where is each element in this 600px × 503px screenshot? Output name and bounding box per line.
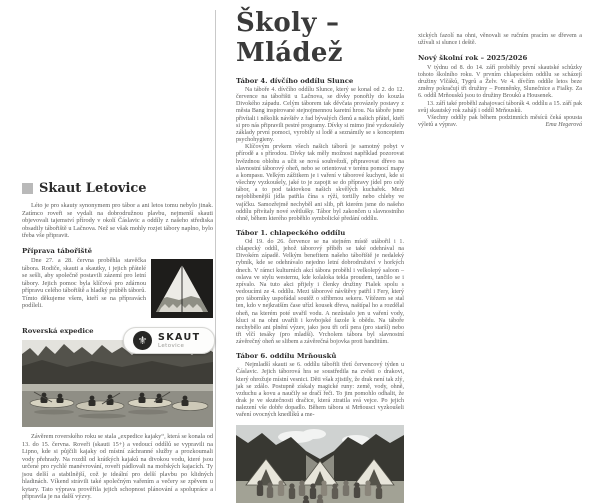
- new-year-paragraph-3: Všechny oddíly pak během podzimních měsíců čeká spousta výletů a výprav.: [418, 114, 582, 129]
- skaut-letovice-badge: [123, 327, 215, 354]
- prep-block: [22, 257, 213, 320]
- camp6-subheading: Tábor 6. oddílu Mrňousků: [236, 352, 337, 361]
- camp6-continuation-paragraph: xických fazolí na ohni, věnovali se ručním pracím se dřevem a užívali si slunce i deště.: [418, 33, 582, 47]
- left-intro-paragraph: Léto je pro skauty synonymem pro tábor a ani letos tomu nebylo jinak. Zatímco roveři se vydali na dobrodružnou plavbu, nejmenší skauti objevovali tajemství přírody v okolí Čáslavic a oddíly z našeho střediska obsadily tábořiště u Lačnova. Než se však mohly rozjet tábory naplno, bylo třeba vše připravit.: [22, 202, 213, 239]
- tent-opening-photo: [151, 259, 213, 318]
- author-signature: Ema Hegerová: [545, 122, 582, 129]
- column-divider: [215, 10, 216, 491]
- new-year-paragraph-2: 13. září také proběhl zahajovací táborák 4. oddílu a 15. září pak svůj skautský rok zahájí i oddíl Mrňousků.: [418, 100, 582, 114]
- section-square-icon: [22, 183, 33, 194]
- camp4-paragraph-1: Na táboře 4. dívčího oddílu Slunce, který se konal od 2. do 12. července na tábořišti u Lačnova, se dívky ponořily do kouzla Divokého západu. Celým táborem tak děvčata provázely postavy z města Bang inspirované stejnojmennou karetní hrou. Na táboře jsme přivítali i několik návštěv z řad bývalých členů a našich přátel, kteří si pro nás připravili pestré programy. Dívky si mimo jiné vyzkoušely základy první pomoci, vyrobily si lodě a seznámily se s konceptem psychohygieny.: [236, 87, 405, 144]
- expedition-subheading: Roverská expedice: [22, 327, 94, 335]
- new-school-year-subheading: Nový školní rok – 2025/2026: [418, 54, 528, 63]
- camp4-subheading: Tábor 4. dívčího oddílu Slunce: [236, 77, 354, 85]
- left-section-title: Skaut Letovice: [39, 181, 147, 196]
- middle-column: [236, 8, 404, 503]
- expedition-paragraph: Závěrem roverského roku se stala „expedice kajaky“, která se konala od 13. do 15. června. Roveři (skauti 15+) a vedoucí oddílů se vypravili na Lipno, kde si půjčili kajaky od místní záchranné služby a prozkoumali vody přehrady. Na rozdíl od krátkých kajaků na divokou vodu, které jsou určené pro rychlé manévrování, roveři pádlovali na mořských kajacích. Ty jsou delší a stabilnější, což je ideální pro delší plavbu po klidných hladinách. Víkend strávili také společným vařením a večery se zpěvem u kytary. Tato výprava prověřila jejich schopnost plánování a spolupráce a připravila je na další výzvy.: [22, 433, 213, 500]
- new-year-paragraph-1: V týdnu od 8. do 14. září proběhly první skautské schůzky tohoto školního roku. V prvním chlapeckém oddílu se scházejí družiny Vlčáků, Tygrů a Želv. Ve 4. dívčím oddíle letos beze změny pokračují tři družiny – Pomněnky, Slunečnice a Fialky. Za 6. oddíl Mrňousků jsou to družiny Brouků a Housenek.: [418, 64, 582, 100]
- badge-name: SKAUT: [158, 331, 201, 343]
- camp1-paragraph: Od 19. do 26. července se na stejném místě utábořil i 1. chlapecký oddíl, jehož táborový příběh se také odehrával na Divokém západě. Velkým benefitem našeho tábořiště je nedaleký rybník, kde se odehrávalo nejedno letní dobrodružství v horkých dnech. V rámci kulturních akcí tábora proběhl i velkolepý saloon – oslava ve stylu westernu, kde kolaloka tekla proudem, tančilo se i zpívalo. Na tuto akci přijely i členky družiny Fialek spolu s vedoucími ze 4. oddílu. Mezi táborové návštěvy patřil i Fery, který pro táborníky uspořádal soutěž o stříbrnou sekeru. Vítězem se stal ten, kdo v nejkratším čase uřízl kousek dřeva, naštípal ho a rozdělal oheň, na kterém poté uvařil vodu. A nezůstalo jen u vaření vody, kluci si na ohni uvařili i kovbojské fazole k obědu. Na táboře nechybělo ani plnění výzev, jako jsou tři orlí pera (pro starší) nebo tři vlčí tesáky (pro mladší). Vrcholem tábora byl slavnostní závěrečný oheň se slibem a závěrečná bojovka proti banditům.: [236, 238, 404, 346]
- camp-tents-group-photo: [236, 425, 404, 503]
- prep-subheading: Příprava tábořiště: [22, 246, 92, 255]
- badge-text: [158, 333, 200, 349]
- camp-group-photo-block: [236, 425, 404, 503]
- camp6-paragraph: Nejmladší skauti se 6. oddílu tábořili třetí červencový týden u Čáslavic. Jejich táborová hra se soustředila na zvěsti o drakovi, který ohrožuje místní vesnici. Děti však zjistily, že drak není tak zlý, jak se zdálo. Postupně získaly magické runy: země, vody, ohně, vzduchu a kovu a naučily se dračí řeči. To jim pomohlo odhalit, že drak je ve skutečnosti dračice, která ztratila svá vejce. Po jejich nalezení vše dobře dopadlo. Během tábora si Mrňousci vyzkoušeli vaření ovocných knedlíků a me-: [236, 362, 404, 419]
- left-section-heading: [22, 181, 213, 196]
- right-column: [418, 33, 582, 128]
- camp1-subheading: Tábor 1. chlapeckého oddílu: [236, 228, 346, 237]
- prep-paragraph: Dne 27. a 28. června proběhla stavěčka tábora. Rodiče, skauti a skautky, i jejich přátelé se sešli, aby společně postavili zázemí pro letní tábory. Jejich pomoc byla klíčová pro zdárnou přípravu celého tábořiště a hladký průběh táborů. Tímto děkujeme všem, kteří se na přípravách podíleli.: [22, 257, 146, 309]
- page-title: Školy – Mládež: [236, 8, 343, 68]
- camp4-paragraph-2: Klíčovým prvkem všech našich táborů je samotný pobyt v přírodě a s přírodou. Dívky tak měly možnost například pozorovat hvězdnou oblohu a učit se nová souhvězdí, připravovat dřevo na slavnostní táborový oheň, nebo se orientovat v terénu pomocí mapy a kompasu. Velkým zážitkem je i vaření v táborové kuchyni, kde si všechny vyzkoušely, jaké to je zapojit se do přípravy jídel pro celý tábor, a to pod taktovkou našich skvělých kuchařek. Mezi nejoblíbenější jídla patřila čína s rýží, tortilly nebo chleby ve vajíčku. Samozřejmě nechyběl ani slib, při kterém jsme do našeho oddílu přivítaly nové světlušky. Tábor byl zakončen u slavnostního ohně, během kterého proběhlo symbolické předání oddílu.: [236, 144, 404, 222]
- left-column: [22, 181, 213, 501]
- fleur-de-lis-icon: ⚜: [133, 331, 152, 350]
- badge-town: Letovice: [158, 342, 185, 349]
